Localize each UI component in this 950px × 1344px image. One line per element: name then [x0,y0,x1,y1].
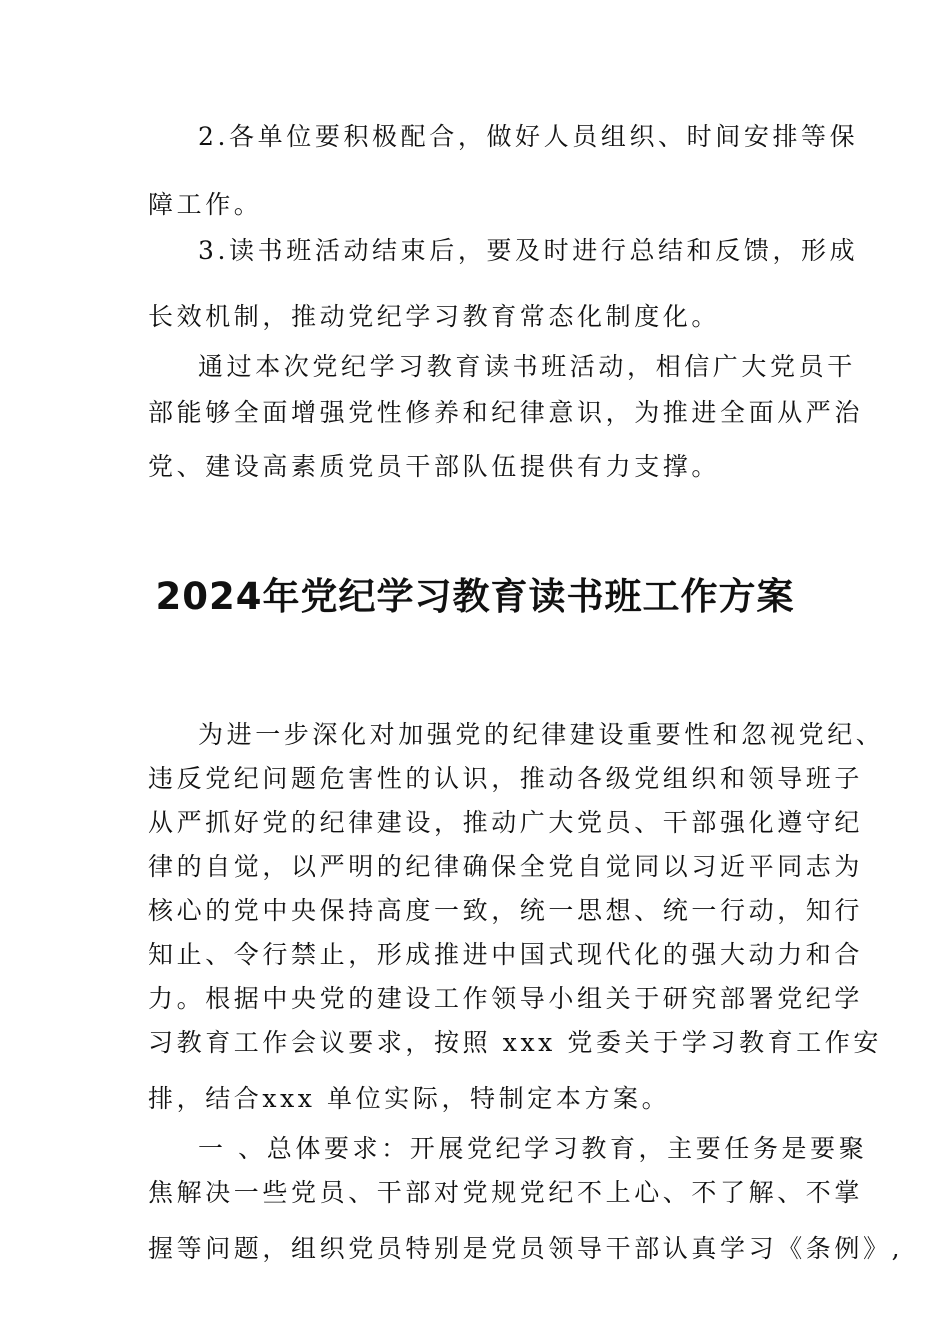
paragraph-line: 党、建设高素质党员干部队伍提供有力支撑。 [148,452,721,481]
paragraph-line: 为进一步深化对加强党的纪律建设重要性和忽视党纪、 [198,720,885,749]
paragraph-line: 一 、总体要求：开展党纪学习教育，主要任务是要聚 [198,1134,868,1163]
paragraph-line: 违反党纪问题危害性的认识，推动各级党组织和领导班子 [148,764,864,793]
paragraph-line: 律的自觉，以严明的纪律确保全党自觉同以习近平同志为 [148,852,864,881]
paragraph-line: 2.各单位要积极配合，做好人员组织、时间安排等保 [198,122,859,151]
paragraph-line: 习教育工作会议要求，按照 xxx 党委关于学习教育工作安 [148,1028,882,1057]
paragraph-line: 障工作。 [148,190,263,219]
paragraph-line: 3.读书班活动结束后，要及时进行总结和反馈，形成 [198,236,859,265]
paragraph-line: 通过本次党纪学习教育读书班活动，相信广大党员干 [198,352,856,381]
paragraph-line: 部能够全面增强党性修养和纪律意识，为推进全面从严治 [148,398,864,427]
document-title: 2024年党纪学习教育读书班工作方案 [155,575,795,618]
paragraph-line: 排，结合xxx 单位实际，特制定本方案。 [148,1084,671,1113]
paragraph-line: 力。根据中央党的建设工作领导小组关于研究部署党纪学 [148,984,864,1013]
paragraph-line: 焦解决一些党员、干部对党规党纪不上心、不了解、不掌 [148,1178,864,1207]
paragraph-line: 长效机制，推动党纪学习教育常态化制度化。 [148,302,721,331]
paragraph-line: 从严抓好党的纪律建设，推动广大党员、干部强化遵守纪 [148,808,864,837]
paragraph-line: 知止、令行禁止，形成推进中国式现代化的强大动力和合 [148,940,864,969]
paragraph-line: 握等问题，组织党员特别是党员领导干部认真学习《条例》, [148,1234,904,1263]
paragraph-line: 核心的党中央保持高度一致，统一思想、统一行动，知行 [148,896,864,925]
